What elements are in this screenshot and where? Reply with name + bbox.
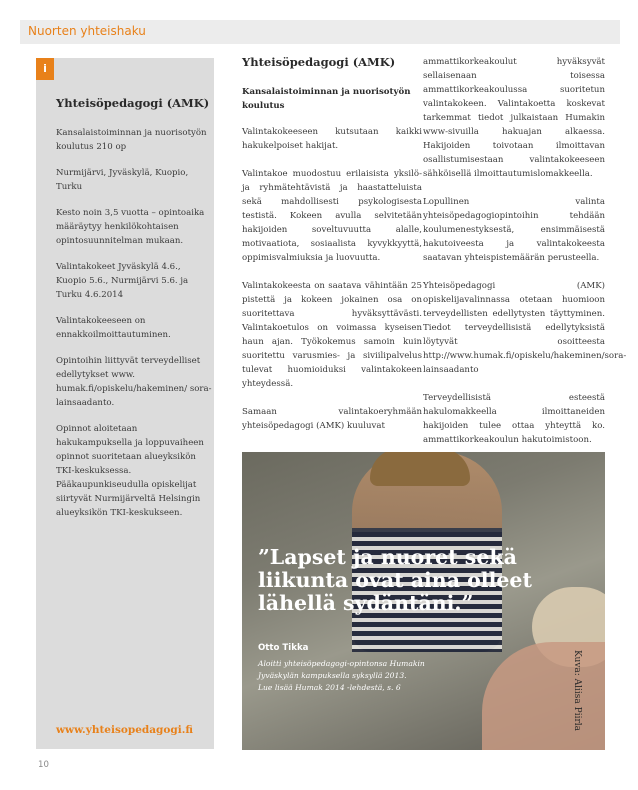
sidebar-items [56, 126, 212, 532]
student-photo [242, 452, 605, 750]
photo-caption [258, 658, 458, 694]
sidebar-item-exam-dates: Valintakokeet Jyväskylä 4.6., Kuopio 5.6., Nurmijärvi 5.6. ja Turku 4.6.2014 [56, 262, 189, 300]
sidebar-item-program: Kansalaistoiminnan ja nuorisotyön koulutus 210 op [56, 128, 207, 152]
paragraph: Valintakokeesta on saatava vähintään 25 pistettä ja kokeen jokainen osa on suoritettava hyväksyttävästi. Valintakoetulos on voimassa kyseisen haun ajan. Työkokemus samoin kuin suoritettu varusmies- ja siviilipalvelus tulevat huomioiduksi valintakokeen yhteydessä. [242, 281, 422, 389]
paragraph: ammattikorkeakoulut hyväksyvät sellaisenaan toisessa ammattikorkeakoulussa suoritetun valintakokeen. Valintakoetta koskevat tarkemmat tiedot julkaistaan Humakin www-sivuilla hakuajan alkaessa. Hakijoiden toivotaan ilmoittavan osallistumisestaan valintakokeeseen sähköisellä ilmoittautumislomakkeella. [423, 57, 605, 179]
caption-line: Jyväskylän kampuksella syksyllä 2013. [258, 671, 407, 680]
sidebar-item-duration: Kesto noin 3,5 vuotta – opintoaika määräytyy henkilökohtaisen opintosuunnitelman mukaan. [56, 208, 205, 246]
pull-quote: ”Lapset ja nuoret sekä liikunta ovat aina olleet lähellä sydäntäni.” [258, 545, 532, 615]
paragraph: Valintakoe muodostuu erilaisista yksilö- ja ryhmätehtävistä ja haastatteluista sekä mahdollisesti psykologisesta testistä. Kokeen avulla selvitetään hakijoiden soveltuvuutta alalle, motivaatiota, sosiaalista kyvykkyyttä, oppimisvalmiuksia ja luovuutta. [242, 169, 422, 263]
article-subtitle: Kansalaistoiminnan ja nuorisotyön koulutus [242, 87, 411, 111]
article-column-2 [423, 55, 627, 461]
photo-arm [482, 642, 605, 750]
sidebar-heading: Yhteisöpedagogi (AMK) [56, 96, 210, 110]
sidebar-item-registration: Valintakokeeseen on ennakkoilmoittautuminen. [56, 316, 171, 340]
info-sidebar [36, 58, 214, 749]
article-column-1 [242, 55, 422, 447]
website-link[interactable]: www.yhteisopedagogi.fi [56, 724, 194, 736]
caption-line: Lue lisää Humak 2014 -lehdestä, s. 6 [258, 683, 401, 692]
paragraph: Samaan valintakoeryhmään yhteisöpedagogi (AMK) kuuluvat [242, 407, 422, 431]
section-title: Nuorten yhteishaku [28, 24, 146, 38]
sidebar-item-locations: Nurmijärvi, Jyväskylä, Kuopio, Turku [56, 168, 189, 192]
paragraph: Valintakokeeseen kutsutaan kaikki hakukelpoiset hakijat. [242, 127, 422, 151]
paragraph: Lopullinen valinta yhteisöpedagogiopintoihin tehdään koulumenestyksestä, ensimmäisestä hakutoiveesta ja valintakokeesta saatavan yhteispistemäärän perusteella. [423, 197, 605, 263]
sidebar-item-health-requirements: Opintoihin liittyvät terveydelliset edellytykset www. humak.fi/opiskelu/hakeminen/ sora-lainsaadanto. [56, 356, 212, 408]
sidebar-item-study-path: Opinnot aloitetaan hakukampuksella ja loppuvaiheen opinnot suoritetaan alueyksikön TKI-keskuksessa. Pääkaupunkiseudulla opiskelijat siirtyvät Nurmijärveltä Helsingin alueyksikön TKI-keskukseen. [56, 424, 204, 518]
caption-line: Aloitti yhteisöpedagogi-opintonsa Humakin [258, 659, 425, 668]
quote-person-name: Otto Tikka [258, 643, 309, 653]
info-icon: i [36, 58, 54, 80]
page-number: 10 [38, 760, 49, 770]
paragraph: Yhteisöpedagogi (AMK) opiskelijavalinnassa otetaan huomioon terveydellisten edellytysten täyttyminen. Tiedot terveydellisistä edellytyksistä löytyvät osoitteesta http://www.humak.fi/opiskelu/hakeminen/sora-lainsaadanto [423, 281, 627, 375]
photo-person-hair [370, 452, 470, 486]
paragraph: Terveydellisistä esteestä hakulomakkeella ilmoittaneiden hakijoiden tulee ottaa yhteyttä ko. ammattikorkeakoulun hakutoimistoon. [423, 393, 605, 445]
article-title: Yhteisöpedagogi (AMK) [242, 55, 396, 69]
header-bar [20, 20, 620, 44]
photo-credit: Kuva: Aliisa Piirla [572, 650, 582, 732]
